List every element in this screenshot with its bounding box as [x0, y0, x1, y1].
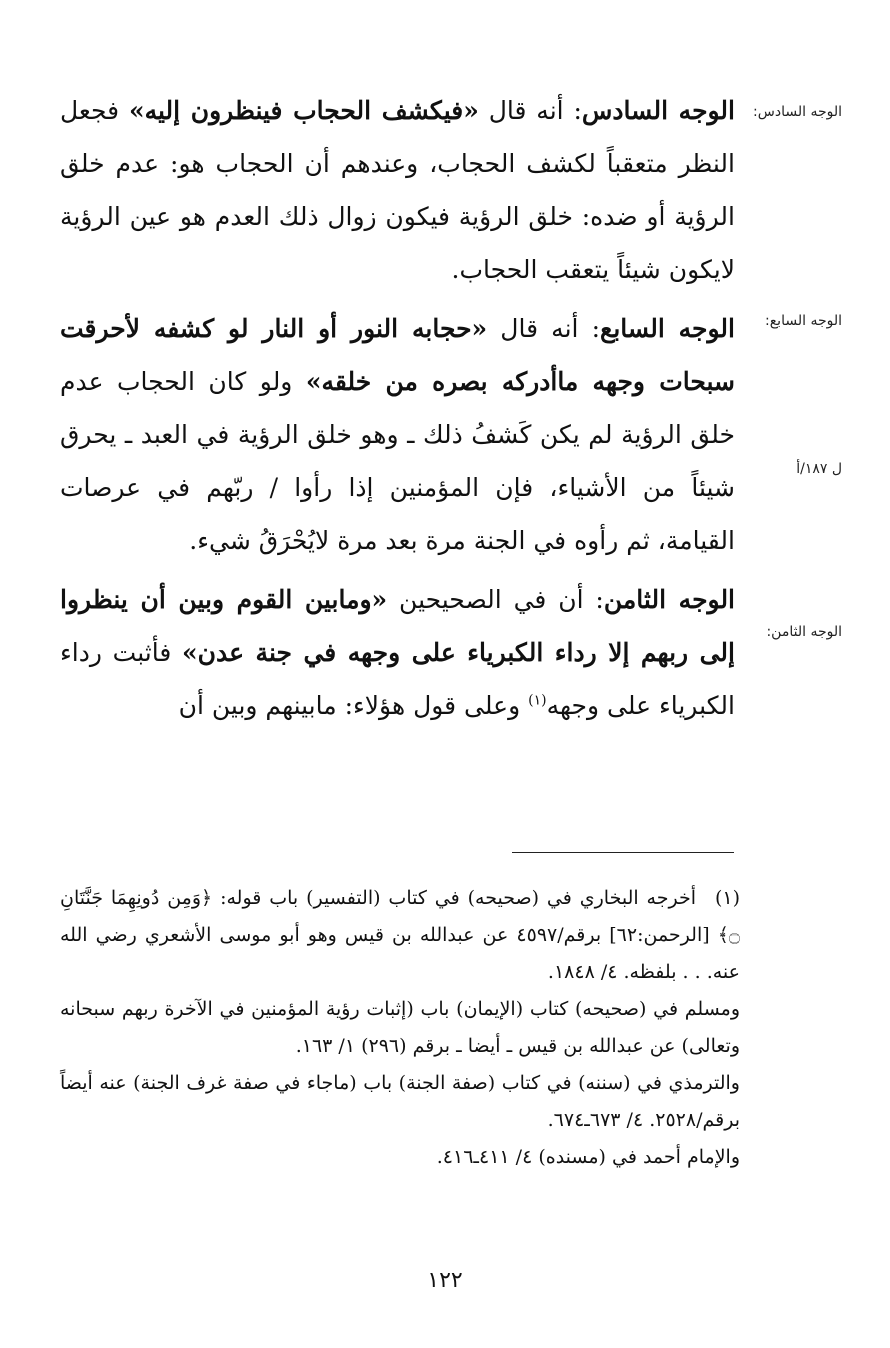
hadith-quote: «ومابين القوم وبين أن ينظروا إلى ربهم إلا رداء الكبرياء على وجهه في جنة عدن» [60, 585, 735, 667]
paragraph-text: : أن في الصحيحين [387, 585, 604, 614]
main-text [60, 84, 735, 738]
paragraph-text: : أنه قال [487, 314, 601, 343]
footnotes [60, 880, 740, 1176]
paragraph-text: وعلى قول هؤلاء: مابينهم وبين أن [178, 691, 529, 720]
paragraph-text: : أنه قال [478, 96, 582, 125]
margin-note-eighth: الوجه الثامن: [766, 624, 842, 640]
footnote-marker: (١) [714, 887, 740, 909]
footnote-line [60, 1139, 740, 1176]
paragraph-text: ولو كان الحجاب عدم خلق الرؤية لم يكن كَشفُ ذلك ـ وهو خلق الرؤية في العبد ـ يحرق شيئاً من الأشياء، فإن المؤمنين إذا رأوا / ربّهم في عرصات القيامة، ثم رأوه في الجنة مرة بعد مرة لايُحْرَقُ شيء. [60, 367, 735, 555]
footnote-text: ومسلم في (صحيحه) كتاب (الإيمان) باب (إثبات رؤية المؤمنين في الآخرة ربهم سبحانه وتعالى) عن عبدالله بن قيس ـ أيضا ـ برقم (٢٩٦) ١/ ١٦٣. [60, 998, 740, 1057]
footnote-line [60, 880, 740, 991]
paragraph-seventh [60, 302, 735, 567]
margin-note-manuscript-folio: ل ١٨٧/أ [796, 461, 842, 477]
footnote-reference: (١) [528, 692, 547, 709]
footnote-line [60, 991, 740, 1065]
paragraph-eighth [60, 573, 735, 732]
paragraph-text: فجعل النظر متعقباً لكشف الحجاب، وعندهم أن الحجاب هو: عدم خلق الرؤية أو ضده: خلق الرؤية فيكون زوال ذلك العدم هو عين الرؤية لايكون شيئاً يتعقب الحجاب. [60, 96, 735, 284]
margin-note-seventh: الوجه السابع: [765, 313, 842, 329]
margin-note-sixth: الوجه السادس: [753, 104, 842, 120]
paragraph-text: فأثبت رداء الكبرياء على وجهه [60, 638, 735, 720]
section-heading: الوجه السادس [581, 96, 735, 125]
footnote-line [60, 1065, 740, 1139]
section-heading: الوجه الثامن [603, 585, 736, 614]
paragraph-sixth [60, 84, 735, 296]
hadith-quote: «فيكشف الحجاب فينظرون إليه» [128, 96, 479, 125]
footnote-text: أخرجه البخاري في (صحيحه) في كتاب (التفسير) باب قوله: ﴿وَمِن دُونِهِمَا جَنَّتَانِ ۝﴾ [الرحمن:٦٢] برقم/٤٥٩٧ عن عبدالله بن قيس وهو أبو موسى الأشعري رضي الله عنه. . . بلفظه. ٤/ ١٨٤٨. [60, 887, 740, 983]
footnote-separator [512, 852, 734, 853]
page-number: ١٢٢ [427, 1268, 463, 1293]
footnote-text: والترمذي في (سننه) في كتاب (صفة الجنة) باب (ماجاء في صفة غرف الجنة) عنه أيضاً برقم/٢٥٢٨. ٤/ ٦٧٣ـ٦٧٤. [60, 1072, 740, 1131]
footnote-text: والإمام أحمد في (مسنده) ٤/ ٤١١ـ٤١٦. [436, 1146, 740, 1168]
hadith-quote: «حجابه النور أو النار لو كشفه لأحرقت سبحات وجهه ماأدركه بصره من خلقه» [60, 314, 735, 396]
section-heading: الوجه السابع [600, 314, 735, 343]
